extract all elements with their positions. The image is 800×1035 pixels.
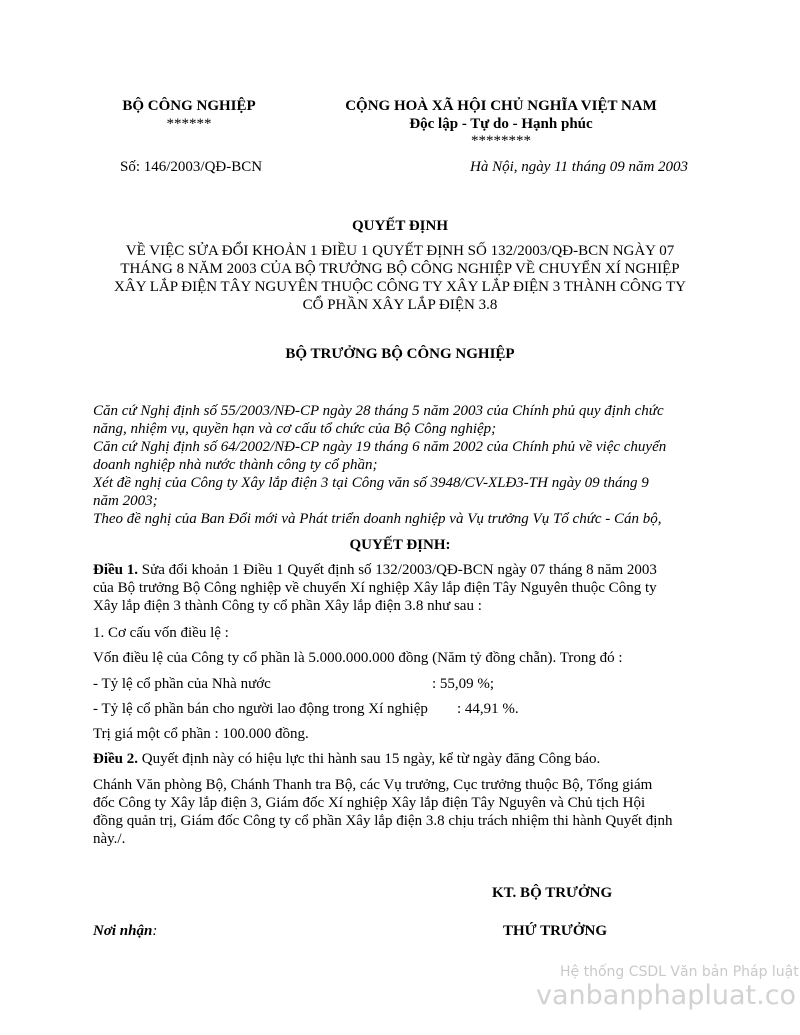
preamble-line: năng, nhiệm vụ, quyền hạn và cơ cấu tổ chức của Bộ Công nghiệp;: [93, 421, 497, 437]
article-1-line: [93, 561, 713, 579]
ministry-stars: ******: [166, 116, 212, 132]
share-value: Trị giá một cổ phần : 100.000 đồng.: [93, 726, 309, 742]
article-1-line: Xây lắp điện 3 thành Công ty cổ phần Xây lắp điện 3.8 như sau :: [93, 598, 482, 614]
recipients-label: Nơi nhận: [93, 923, 153, 939]
capital-structure-item: 1. Cơ cấu vốn điều lệ :: [93, 625, 229, 641]
document-subject: [0, 242, 800, 314]
preamble-line: Xét đề nghị của Công ty Xây lắp điện 3 tại Công văn số 3948/CV-XLĐ3-TH ngày 09 tháng 9: [93, 475, 649, 491]
employee-share-label: - Tỷ lệ cổ phần bán cho người lao động trong Xí nghiệp: [93, 701, 428, 717]
responsibility-paragraph: [93, 776, 713, 848]
motto-stars: ********: [471, 133, 531, 149]
watermark-site: vanbanphapluat.co: [536, 980, 797, 1011]
responsibility-line: đồng quản trị, Giám đốc Công ty cổ phần Xây lắp điện 3.8 chịu trách nhiệm thi hành Quyết định: [93, 813, 673, 829]
subject-line: CỔ PHẦN XÂY LẮP ĐIỆN 3.8: [302, 297, 498, 313]
article-2-label: Điều 2.: [93, 751, 138, 767]
article-2: [93, 751, 600, 768]
responsibility-line: Chánh Văn phòng Bộ, Chánh Thanh tra Bộ, các Vụ trưởng, Cục trưởng thuộc Bộ, Tổng giám: [93, 777, 653, 793]
ministry-name: BỘ CÔNG NGHIỆP: [122, 98, 256, 114]
issuing-authority: BỘ TRƯỞNG BỘ CÔNG NGHIỆP: [285, 346, 515, 362]
responsibility-line: đốc Công ty Xây lắp điện 3, Giám đốc Xí nghiệp Xây lắp điện Tây Nguyên và Chủ tịch Hội: [93, 795, 646, 811]
national-motto: Độc lập - Tự do - Hạnh phúc: [409, 116, 593, 132]
recipients-colon: :: [152, 923, 158, 939]
state-share-value: : 55,09 %;: [432, 676, 495, 692]
article-1-text: Sửa đổi khoản 1 Điều 1 Quyết định số 132/2003/QĐ-BCN ngày 07 tháng 8 năm 2003: [138, 562, 657, 578]
article-1-label: Điều 1.: [93, 562, 138, 578]
charter-capital: Vốn điều lệ của Công ty cổ phần là 5.000.000.000 đồng (Năm tỷ đồng chẵn). Trong đó :: [93, 650, 623, 666]
employee-share-value: : 44,91 %.: [457, 701, 519, 717]
subject-line: THÁNG 8 NĂM 2003 CỦA BỘ TRƯỞNG BỘ CÔNG NGHIỆP VỀ CHUYỂN XÍ NGHIỆP: [120, 261, 680, 277]
signature-title: THỨ TRƯỞNG: [503, 923, 608, 939]
watermark-caption: Hệ thống CSDL Văn bản Pháp luật: [560, 964, 799, 980]
recipients-heading: [93, 923, 157, 940]
preamble-line: doanh nghiệp nhà nước thành công ty cổ phần;: [93, 457, 378, 473]
subject-line: XÂY LẮP ĐIỆN TÂY NGUYÊN THUỘC CÔNG TY XÂY LẮP ĐIỆN 3 THÀNH CÔNG TY: [114, 279, 686, 295]
signature-on-behalf: KT. BỘ TRƯỞNG: [492, 885, 613, 901]
preamble-line: năm 2003;: [93, 493, 158, 509]
document-number: Số: 146/2003/QĐ-BCN: [120, 159, 263, 175]
article-1-line: của Bộ trưởng Bộ Công nghiệp về chuyển Xí nghiệp Xây lắp điện Tây Nguyên thuộc Công ty: [93, 580, 657, 596]
preamble-line: Căn cứ Nghị định số 55/2003/NĐ-CP ngày 28 tháng 5 năm 2003 của Chính phủ quy định chức: [93, 403, 664, 419]
article-2-text: Quyết định này có hiệu lực thi hành sau 15 ngày, kể từ ngày đăng Công báo.: [138, 751, 601, 767]
document-type-heading: QUYẾT ĐỊNH: [352, 218, 448, 234]
country-name: CỘNG HOÀ XÃ HỘI CHỦ NGHĨA VIỆT NAM: [345, 98, 657, 114]
preamble-line: Theo đề nghị của Ban Đổi mới và Phát triển doanh nghiệp và Vụ trưởng Vụ Tổ chức - Cán bộ,: [93, 511, 662, 527]
article-1: [93, 561, 713, 615]
decision-heading: QUYẾT ĐỊNH:: [349, 537, 451, 553]
subject-line: VỀ VIỆC SỬA ĐỔI KHOẢN 1 ĐIỀU 1 QUYẾT ĐỊNH SỐ 132/2003/QĐ-BCN NGÀY 07: [125, 243, 675, 259]
state-share-label: - Tỷ lệ cổ phần của Nhà nước: [93, 676, 271, 692]
preamble-line: Căn cứ Nghị định số 64/2002/NĐ-CP ngày 19 tháng 6 năm 2002 của Chính phủ về việc chuyển: [93, 439, 667, 455]
preamble: [93, 402, 713, 528]
place-date: Hà Nội, ngày 11 tháng 09 năm 2003: [470, 159, 689, 175]
responsibility-line: này./.: [93, 831, 126, 847]
